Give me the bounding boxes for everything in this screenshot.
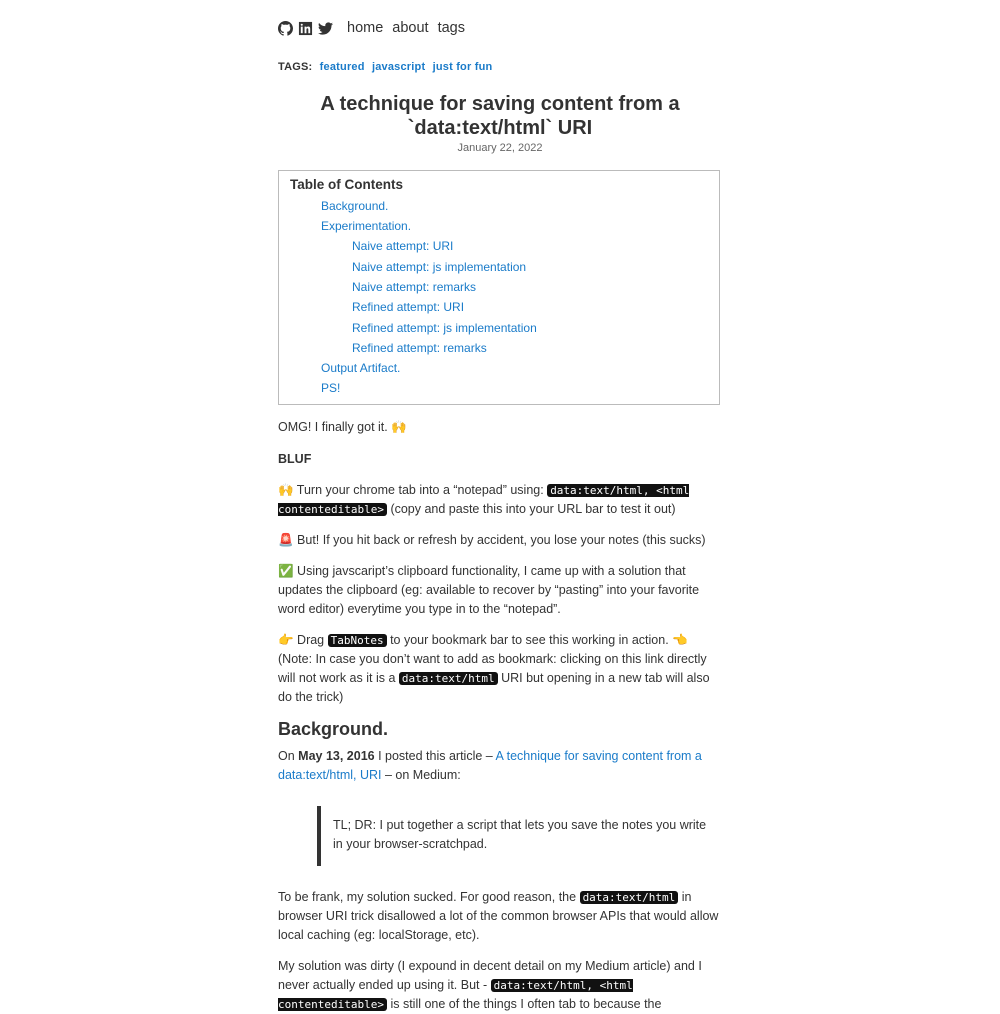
top-nav (278, 19, 465, 37)
background-paragraph (278, 747, 722, 785)
intro-paragraph: OMG! I finally got it. 🙌 (278, 420, 407, 434)
tag-javascript[interactable]: javascript (371, 61, 426, 73)
toc-item-naive-uri[interactable]: Naive attempt: URI (352, 239, 454, 253)
blockquote (317, 806, 717, 866)
notepad-text-post: (copy and paste this into your URL bar to test it out) (386, 502, 676, 516)
toc-item-naive-remarks[interactable]: Naive attempt: remarks (352, 280, 477, 294)
medium-article-link[interactable]: A technique for saving content from a data:text/html, URI (278, 749, 702, 782)
dirty-text-post: is still one of the things I often tab to because the (386, 997, 662, 1011)
bg-date: May 13, 2016 (298, 749, 375, 763)
tags-line (278, 61, 492, 73)
tag-featured[interactable]: featured (319, 61, 365, 73)
dirty-paragraph (278, 957, 722, 1014)
clipboard-paragraph: ✅ Using javscaript’s clipboard functionality, I came up with a solution that updates the clipboard (eg: available to recover by “pasting” into your favorite word editor) everytime you type in to the “notepad”. (278, 564, 700, 616)
bg-text-mid: I posted this article – (374, 749, 496, 763)
frank-paragraph (278, 888, 722, 945)
nav-about[interactable]: about (392, 20, 429, 36)
frank-text-post: in browser URI trick disallowed a lot of the common browser APIs that would allow local caching (eg: localStorage, etc). (278, 890, 719, 942)
twitter-icon[interactable] (318, 21, 333, 36)
blockquote-text: TL; DR: I put together a script that lets you save the notes you write in your browser-scratchpad. (333, 818, 707, 851)
toc-item-naive-js[interactable]: Naive attempt: js implementation (352, 260, 527, 274)
toc-item-output-artifact[interactable]: Output Artifact. (321, 361, 401, 375)
linkedin-icon[interactable] (298, 21, 313, 36)
tabnotes-text-pre: 👉 Drag (278, 633, 328, 647)
page-title: A technique for saving content from a `data:text/html` URI (320, 93, 680, 139)
tag-just-for-fun[interactable]: just for fun (432, 61, 493, 73)
toc-item-refined-uri[interactable]: Refined attempt: URI (352, 300, 465, 314)
bluf-heading: BLUF (278, 452, 312, 466)
github-icon[interactable] (278, 21, 293, 36)
toc-item-ps[interactable]: PS! (321, 381, 341, 395)
toc-item-experimentation[interactable]: Experimentation. (321, 219, 412, 233)
toc-item-refined-js[interactable]: Refined attempt: js implementation (352, 321, 537, 335)
post-date: January 22, 2022 (457, 142, 543, 154)
bg-text-post: – on Medium: (381, 768, 461, 782)
nav-tags[interactable]: tags (437, 20, 465, 36)
warning-paragraph: 🚨 But! If you hit back or refresh by accident, you lose your notes (this sucks) (278, 533, 706, 547)
background-heading: Background. (278, 719, 389, 739)
toc-item-refined-remarks[interactable]: Refined attempt: remarks (352, 341, 487, 355)
nav-home[interactable]: home (347, 20, 384, 36)
toc-title: Table of Contents (290, 177, 403, 192)
tabnotes-paragraph (278, 631, 722, 707)
notepad-text-pre: 🙌 Turn your chrome tab into a “notepad” using: (278, 483, 548, 497)
dirty-code: data:text/html, <html contenteditable> (278, 979, 633, 1011)
tabnotes-text-post: URI but opening in a new tab will also do the trick) (278, 671, 710, 704)
tabnotes-code: data:text/html (399, 672, 498, 685)
tabnotes-link[interactable]: TabNotes (328, 634, 387, 647)
notepad-paragraph (278, 481, 722, 519)
bg-text-pre: On (278, 749, 299, 763)
frank-code: data:text/html (580, 891, 679, 904)
notepad-code: data:text/html, <html contenteditable> (278, 484, 690, 516)
table-of-contents (278, 170, 720, 405)
toc-item-background[interactable]: Background. (321, 199, 389, 213)
tags-label: TAGS: (278, 61, 313, 73)
dirty-text-pre: My solution was dirty (I expound in decent detail on my Medium article) and I never actually ended up using it. But - (278, 959, 702, 992)
frank-text-pre: To be frank, my solution sucked. For good reason, the (278, 890, 580, 904)
tabnotes-text-mid: to your bookmark bar to see this working in action. 👈 (Note: In case you don’t want to add as bookmark: clicking on this link directly will not work as it is a (278, 633, 707, 685)
